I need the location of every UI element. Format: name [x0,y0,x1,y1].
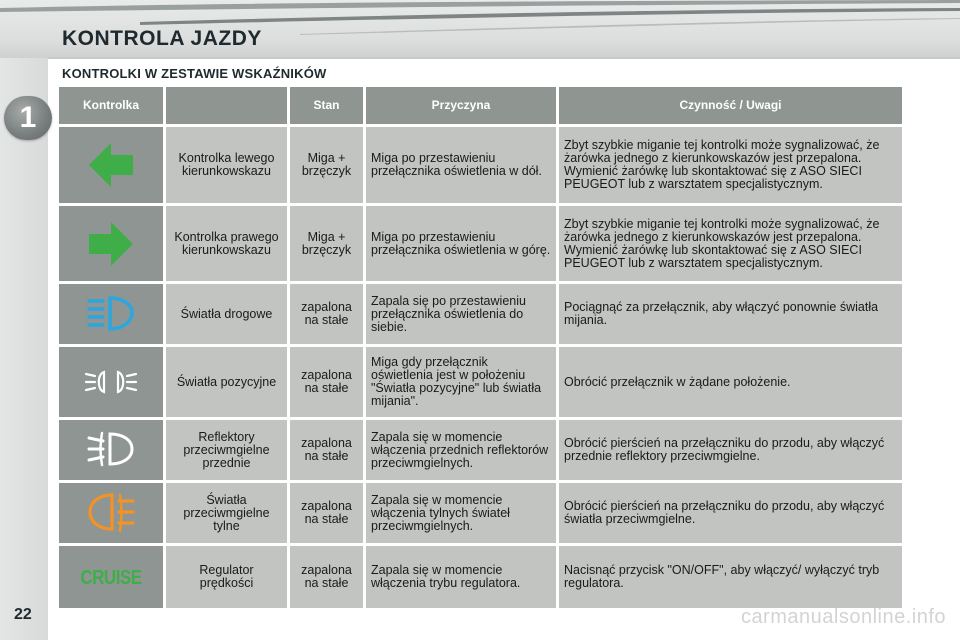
indicator-cause: Zapala się w momencie włączenia przednich reflektorów przeciwmgielnych. [366,420,556,480]
section-title: KONTROLKI W ZESTAWIE WSKAŹNIKÓW [62,66,327,81]
indicator-name: Światła drogowe [166,284,287,344]
icon-cell [59,206,163,281]
cruise-control-icon: CRUISE [80,565,142,589]
indicator-cause: Zapala się w momencie włączenia trybu regulatora. [366,546,556,608]
icon-cell [59,284,163,344]
indicator-state: zapalona na stałe [290,420,363,480]
header-czynnosc: Czynność / Uwagi [559,87,902,124]
indicator-state: Miga + brzęczyk [290,206,363,281]
header-stan: Stan [290,87,363,124]
header-kontrolka: Kontrolka [59,87,163,124]
header-przyczyna: Przyczyna [366,87,556,124]
indicator-cause: Miga gdy przełącznik oświetlenia jest w położeniu "Światła pozycyjne" lub światła mijania". [366,347,556,417]
icon-cell [59,483,163,543]
indicator-action: Zbyt szybkie miganie tej kontrolki może sygnalizować, że żarówka jednego z kierunkowskazów jest przepalona. Wymienić żarówkę lub skontaktować się z ASO SIECI PEUGEOT lub z warsztatem specjalistycznym. [559,206,902,281]
table-row [59,347,902,417]
icon-cell [59,127,163,203]
indicator-action: Obrócić przełącznik w żądane położenie. [559,347,902,417]
indicator-action: Obrócić pierścień na przełączniku do przodu, aby włączyć przednie reflektory przeciwmgielne. [559,420,902,480]
side-strip [0,58,48,640]
indicator-cause: Zapala się po przestawieniu przełącznika oświetlenia do siebie. [366,284,556,344]
watermark: carmanualsonline.info [740,606,946,628]
indicator-action: Pociągnąć za przełącznik, aby włączyć ponownie światła mijania. [559,284,902,344]
table-row [59,420,902,480]
icon-cell [59,347,163,417]
front-fog-light-icon [86,429,136,471]
indicator-action: Zbyt szybkie miganie tej kontrolki może sygnalizować, że żarówka jednego z kierunkowskazów jest przepalona. Wymienić żarówkę lub skontaktować się z ASO SIECI PEUGEOT lub z warsztatem specjalistycznym. [559,127,902,203]
indicator-cause: Zapala się w momencie włączenia tylnych świateł przeciwmgielnych. [366,483,556,543]
indicator-name: Światła przeciwmgielne tylne [166,483,287,543]
table-row [59,483,902,543]
indicator-name: Kontrolka prawego kierunkowskazu [166,206,287,281]
indicator-state: Miga + brzęczyk [290,127,363,203]
table-row [59,127,902,203]
icon-cell [59,546,163,608]
left-turn-arrow-icon [87,140,135,190]
page-number: 22 [14,606,32,623]
indicator-state: zapalona na stałe [290,546,363,608]
indicator-action: Obrócić pierścień na przełączniku do przodu, aby włączyć światła przeciwmgielne. [559,483,902,543]
indicator-name: Regulator prędkości [166,546,287,608]
indicator-name: Światła pozycyjne [166,347,287,417]
table-row [59,546,902,608]
table-row [59,284,902,344]
chapter-badge: 1 [4,96,52,140]
page-title: KONTROLA JAZDY [62,27,262,50]
indicator-action: Nacisnąć przycisk "ON/OFF", aby włączyć/ wyłączyć tryb regulatora. [559,546,902,608]
table-header-row [59,87,902,124]
indicator-state: zapalona na stałe [290,284,363,344]
indicator-name: Kontrolka lewego kierunkowskazu [166,127,287,203]
right-turn-arrow-icon [87,219,135,269]
indicator-cause: Miga po przestawieniu przełącznika oświetlenia w górę. [366,206,556,281]
rear-fog-light-icon [86,491,136,535]
table-row [59,206,902,281]
indicator-name: Reflektory przeciwmgielne przednie [166,420,287,480]
position-lights-icon [83,366,139,398]
indicator-state: zapalona na stałe [290,347,363,417]
indicators-table [59,87,902,608]
header-kontrolka-name [166,87,287,124]
indicator-state: zapalona na stałe [290,483,363,543]
indicator-cause: Miga po przestawieniu przełącznika oświetlenia w dół. [366,127,556,203]
high-beam-icon [86,294,136,334]
icon-cell [59,420,163,480]
